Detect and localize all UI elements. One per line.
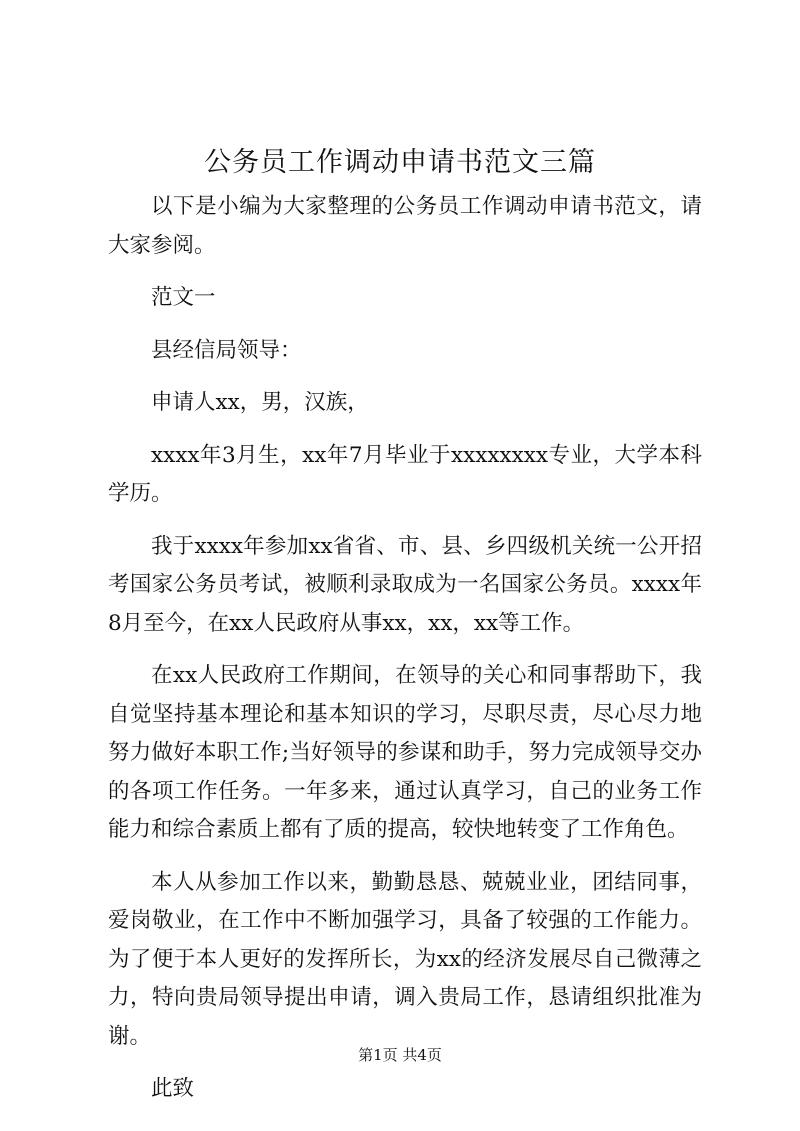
section-heading: 范文一 (151, 285, 216, 310)
request-paragraph: 本人从参加工作以来，勤勤恳恳、兢兢业业，团结同事，爱岗敬业，在工作中不断加强学习，具备了较强的工作能力。为了便于本人更好的发挥所长，为xx的经济发展尽自己微薄之力，特向贵局领导提出申请，调入贵局工作，恳请组织批准为谢。 (108, 869, 702, 1049)
intro-paragraph: 以下是小编为大家整理的公务员工作调动申请书范文，请大家参阅。 (108, 194, 702, 258)
document-title: 公务员工作调动申请书范文三篇 (204, 147, 596, 178)
closing-line: 此致 (151, 1076, 195, 1101)
applicant-info: 申请人xx，男，汉族， (151, 390, 369, 415)
work-experience-paragraph: 在xx人民政府工作期间，在领导的关心和同事帮助下，我自觉坚持基本理论和基本知识的学习，尽职尽责，尽心尽力地努力做好本职工作;当好领导的参谋和助手，努力完成领导交办的各项工作任务。一年多来，通过认真学习，自己的业务工作能力和综合素质上都有了质的提高，较快地转变了工作角色。 (108, 663, 702, 842)
document-body (108, 188, 702, 1109)
salutation: 县经信局领导： (151, 337, 302, 363)
employment-paragraph: 我于xxxx年参加xx省省、市、县、乡四级机关统一公开招考国家公务员考试，被顺利录取成为一名国家公务员。xxxx年8月至今，在xx人民政府从事xx，xx，xx等工作。 (108, 533, 702, 636)
education-paragraph: xxxx年3月生，xx年7月毕业于xxxxxxxx专业，大学本科学历。 (108, 442, 702, 506)
page-footer: 第1页 共4页 (358, 1046, 442, 1064)
